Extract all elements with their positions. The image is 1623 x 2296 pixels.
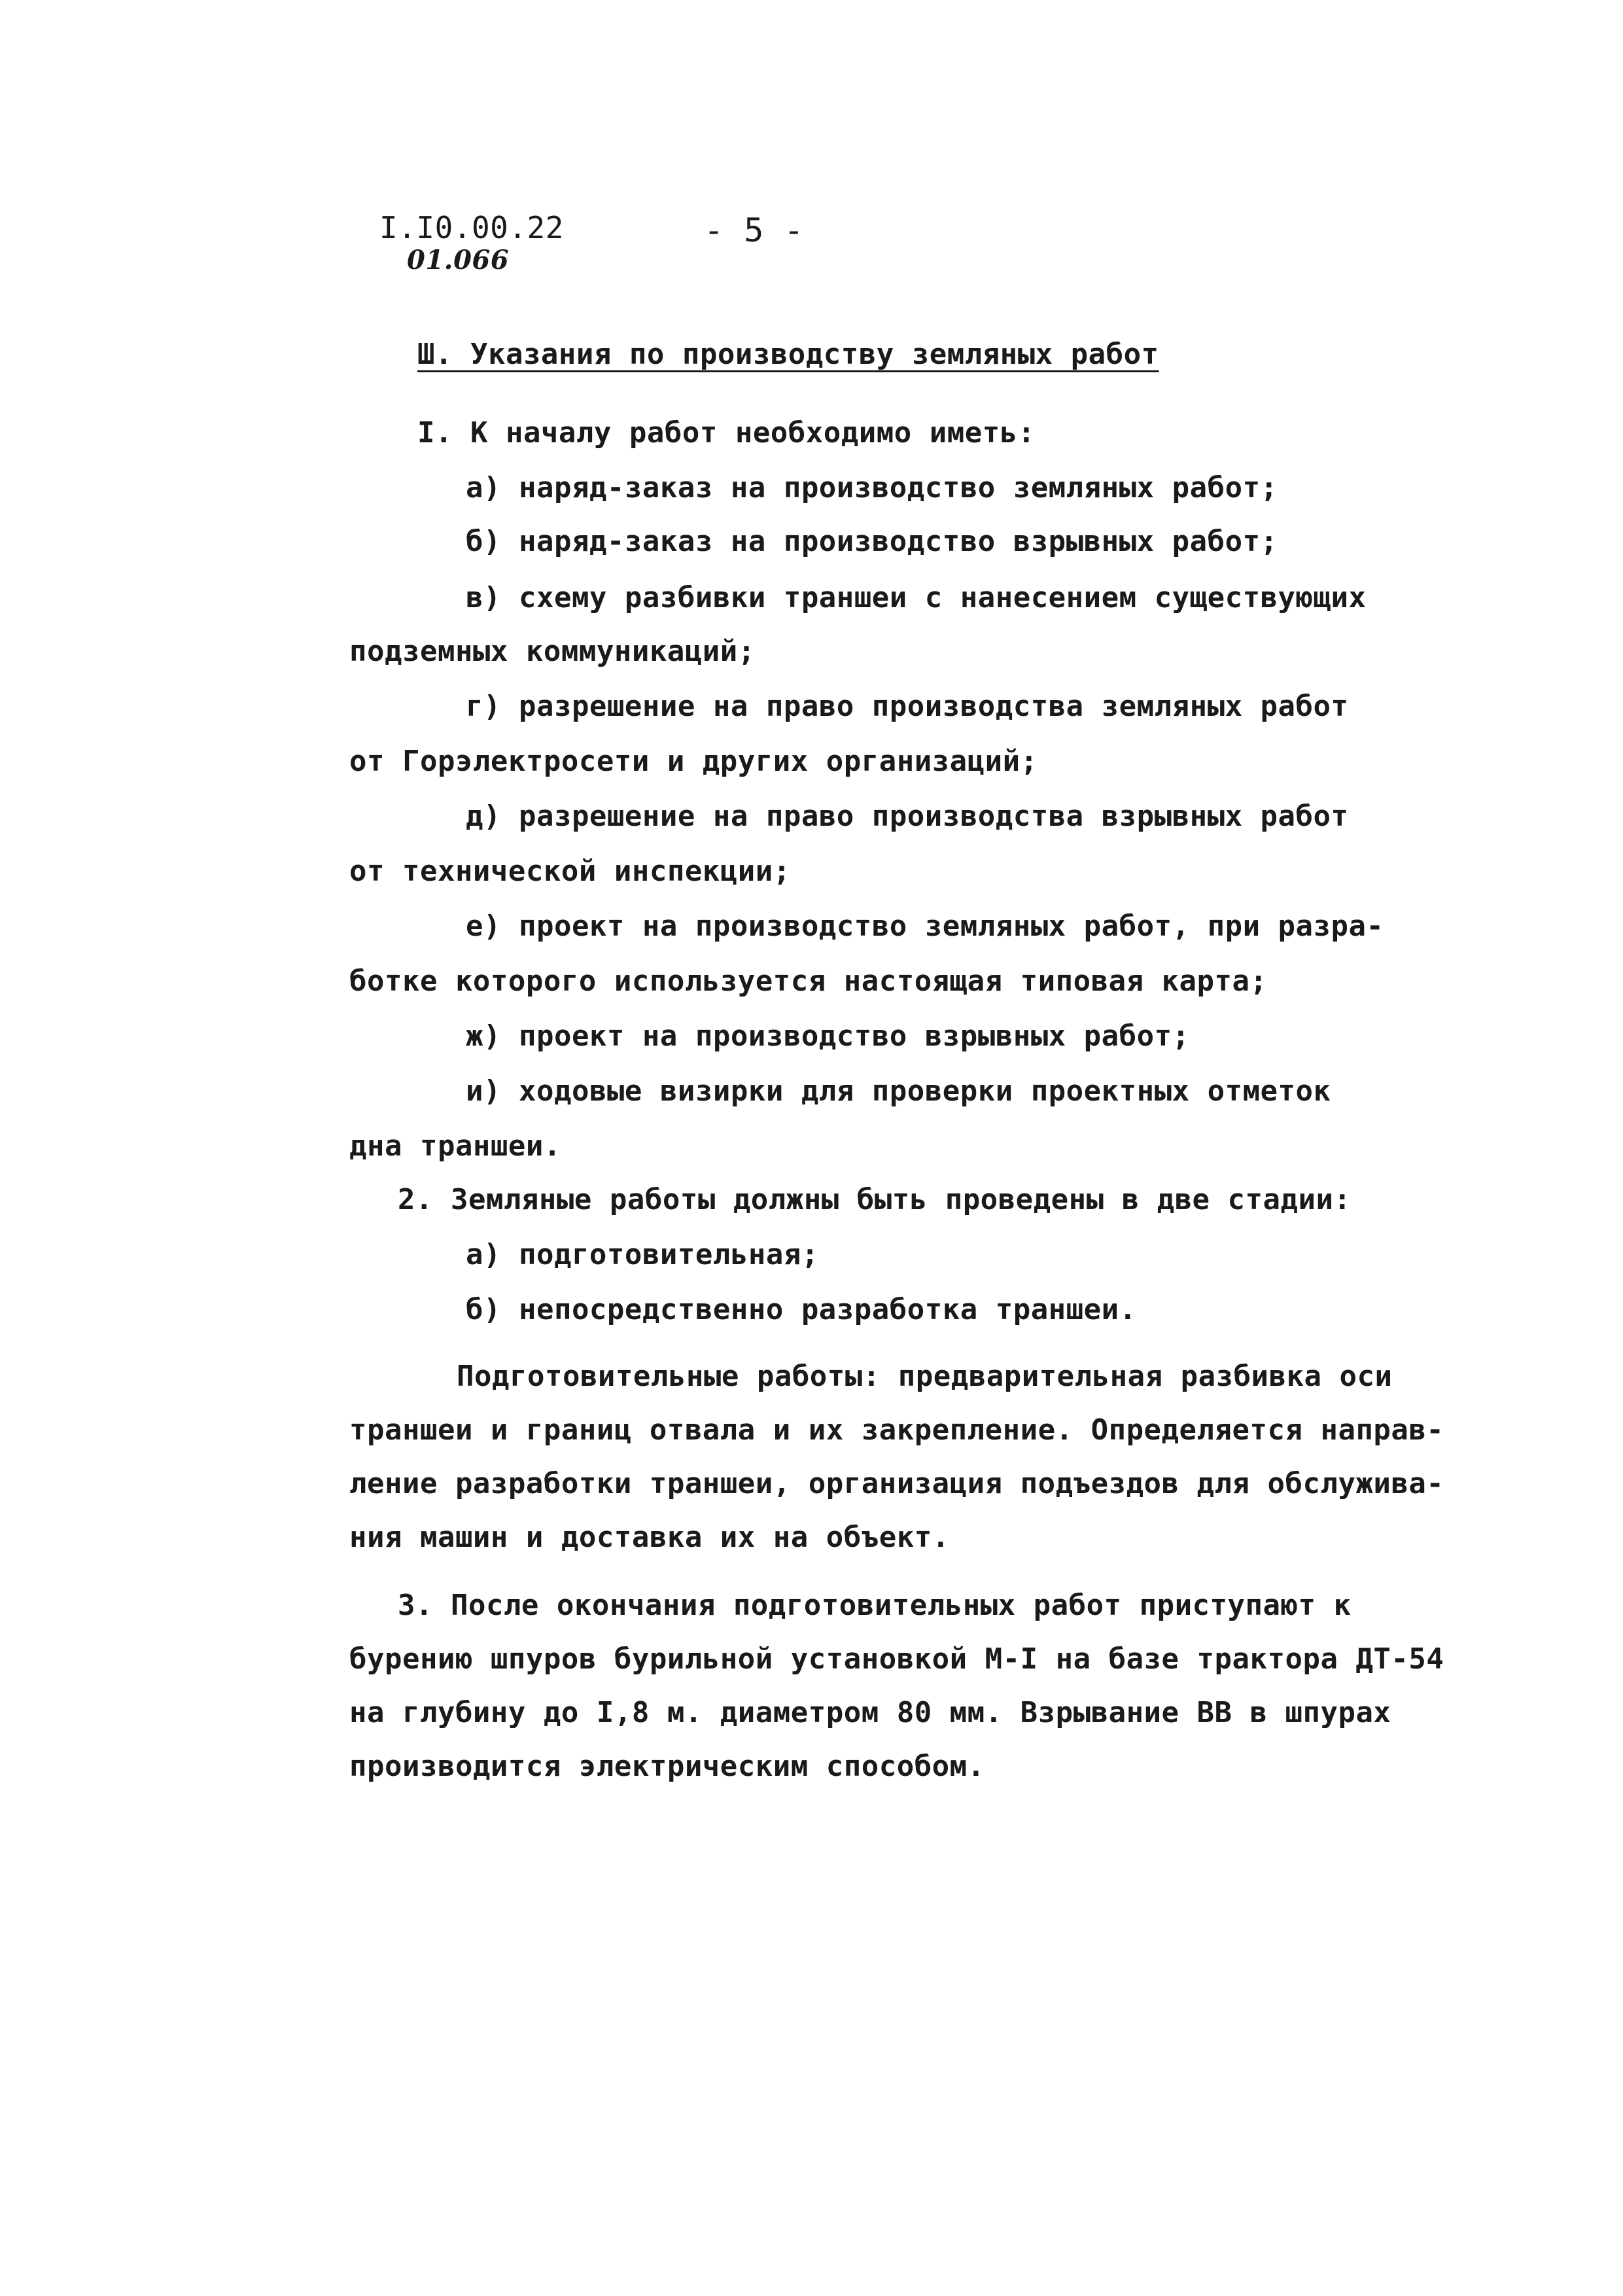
item-1e: е) проект на производство земляных работ, при разра- [466, 910, 1384, 943]
item-1zh: ж) проект на производство взрывных работ; [466, 1019, 1190, 1053]
item-1a: а) наряд-заказ на производство земляных работ; [466, 471, 1278, 504]
item-2-intro: 2. Земляные работы должны быть проведены в две стадии: [398, 1183, 1352, 1216]
prep-paragraph-line-2: траншеи и границ отвала и их закрепление. Определяется направ- [349, 1413, 1444, 1447]
item-1i-cont: дна траншеи. [349, 1129, 561, 1163]
prep-paragraph-line-1: Подготовительные работы: предварительная разбивка оси [457, 1360, 1393, 1393]
item-3-line-3: на глубину до I,8 м. диаметром 80 мм. Взрывание ВВ в шпурах [349, 1696, 1391, 1729]
item-3-line-4: производится электрическим способом. [349, 1750, 985, 1783]
prep-paragraph-line-3: ление разработки траншеи, организация подъездов для обслужива- [349, 1467, 1444, 1500]
item-1d-cont: от технической инспекции; [349, 855, 791, 888]
item-1e-cont: ботке которого используется настоящая типовая карта; [349, 964, 1268, 998]
item-1g-cont: от Горэлектросети и других организаций; [349, 745, 1038, 778]
item-1-intro: I. К началу работ необходимо иметь: [417, 416, 1036, 450]
item-1g: г) разрешение на право производства земляных работ [466, 690, 1349, 723]
item-1d: д) разрешение на право производства взрывных работ [466, 800, 1349, 833]
item-3-line-1: 3. После окончания подготовительных работ приступают к [398, 1589, 1352, 1622]
item-1b: б) наряд-заказ на производство взрывных работ; [466, 525, 1278, 558]
item-2b: б) непосредственно разработка траншеи. [466, 1293, 1137, 1326]
section-heading: Ш. Указания по производству земляных работ [417, 338, 1159, 371]
page-number: - 5 - [704, 211, 805, 249]
document-code: I.I0.00.22 [379, 210, 564, 245]
item-1i: и) ходовые визирки для проверки проектных отметок [466, 1074, 1331, 1108]
item-2a: а) подготовительная; [466, 1238, 819, 1271]
item-1v: в) схему разбивки траншеи с нанесением существующих [466, 581, 1367, 614]
item-3-line-2: бурению шпуров бурильной установкой М-I на базе трактора ДТ-54 [349, 1642, 1444, 1676]
item-1v-cont: подземных коммуникаций; [349, 635, 756, 668]
prep-paragraph-line-4: ния машин и доставка их на объект. [349, 1521, 950, 1554]
handwritten-note: 01.066 [407, 245, 510, 275]
